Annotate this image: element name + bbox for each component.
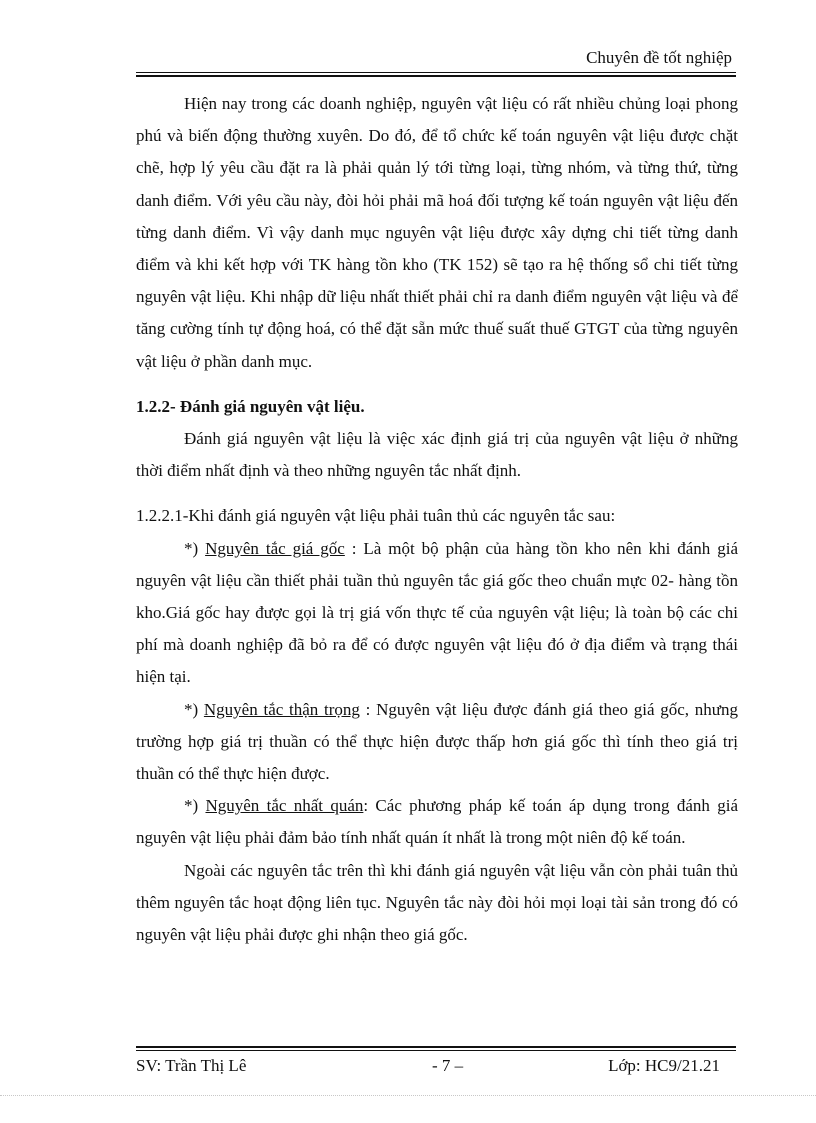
principle-text: : Là một bộ phận của hàng tồn kho nên khi đánh giá nguyên vật liệu cần thiết phải tuần thủ nguyên tắc giá gốc theo chuẩn mực 02- hàng tồn kho.Giá gốc hay được gọi là trị giá vốn thực tế của nguyên vật liệu; là toàn bộ các chi phí mà doanh nghiệp đã bỏ ra để có được nguyên vật liệu đó ở địa điểm và trạng thái hiện tại. (136, 538, 738, 687)
sub-heading: 1.2.2.1-Khi đánh giá nguyên vật liệu phải tuân thủ các nguyên tắc sau: (136, 506, 616, 526)
principle-name: Nguyên tắc thận trọng (203, 699, 360, 719)
footer-rule-bottom (136, 1050, 736, 1051)
footer-page-number: - 7 – (432, 1056, 464, 1075)
principle-name: Nguyên tắc nhất quán (205, 796, 364, 816)
header-rule-top (136, 72, 736, 73)
principle-text: : Nguyên vật liệu được đánh giá theo giá gốc, nhưng trường hợp giá trị thuần có thể thực hiện được thấp hơn giá gốc thì tính theo giá trị thuần có thể thực hiện được. (136, 699, 738, 784)
principle-prudence (136, 694, 738, 791)
principle-cost (136, 533, 738, 694)
section-number: 1.2.2 (136, 396, 170, 416)
footer-rule-top (136, 1046, 736, 1048)
header-title: Chuyên đề tốt nghiệp (586, 48, 732, 67)
principle-consistency (136, 790, 738, 854)
document-body (136, 88, 738, 951)
principle-bullet: *) (184, 699, 204, 719)
footer-class: Lớp: HC9/21.21 (608, 1056, 720, 1075)
intro-paragraph: Hiện nay trong các doanh nghiệp, nguyên vật liệu có rất nhiều chủng loại phong phú và biến động thường xuyên. Do đó, để tổ chức kế toán nguyên vật liệu được chặt chẽ, hợp lý yêu cầu đặt ra là phải quản lý tới từng loại, từng nhóm, và từng thứ, từng danh điểm. Với yêu cầu này, đòi hỏi phải mã hoá đối tượng kế toán nguyên vật liệu đến từng danh điểm. Vì vậy danh mục nguyên vật liệu được xây dựng chi tiết từng danh điểm và khi kết hợp với TK hàng tồn kho (TK 152) sẽ tạo ra hệ thống sổ chi tiết từng nguyên vật liệu. Khi nhập dữ liệu nhất thiết phải chỉ ra danh điểm nguyên vật liệu và để tăng cường tính tự động hoá, có thể đặt sẵn mức thuế suất thuế GTGT của từng nguyên vật liệu ở phần danh mục. (136, 94, 738, 371)
principle-name: Nguyên tắc giá gốc (205, 538, 345, 558)
footer-student: SV: Trần Thị Lê (136, 1056, 247, 1075)
principle-bullet: *) (184, 538, 206, 558)
section-heading (136, 391, 738, 423)
principle-bullet: *) (184, 796, 206, 816)
page-edge-dotted-line (0, 1095, 816, 1096)
header-rule-bottom (136, 75, 736, 77)
principle-text: : Các phương pháp kế toán áp dụng trong đánh giá nguyên vật liệu phải đảm bảo tính nhất quán ít nhất là trong một niên độ kế toán. (136, 796, 738, 848)
section-title: - Đánh giá nguyên vật liệu. (170, 396, 365, 416)
valuation-paragraph: Đánh giá nguyên vật liệu là việc xác định giá trị của nguyên vật liệu ở những thời điểm nhất định và theo những nguyên tắc nhất định. (136, 429, 738, 481)
going-concern-paragraph: Ngoài các nguyên tắc trên thì khi đánh giá nguyên vật liệu vẫn còn phải tuân thủ thêm nguyên tắc hoạt động liên tục. Nguyên tắc này đòi hỏi mọi loại tài sản trong đó có nguyên vật liệu phải được ghi nhận theo giá gốc. (136, 860, 738, 945)
